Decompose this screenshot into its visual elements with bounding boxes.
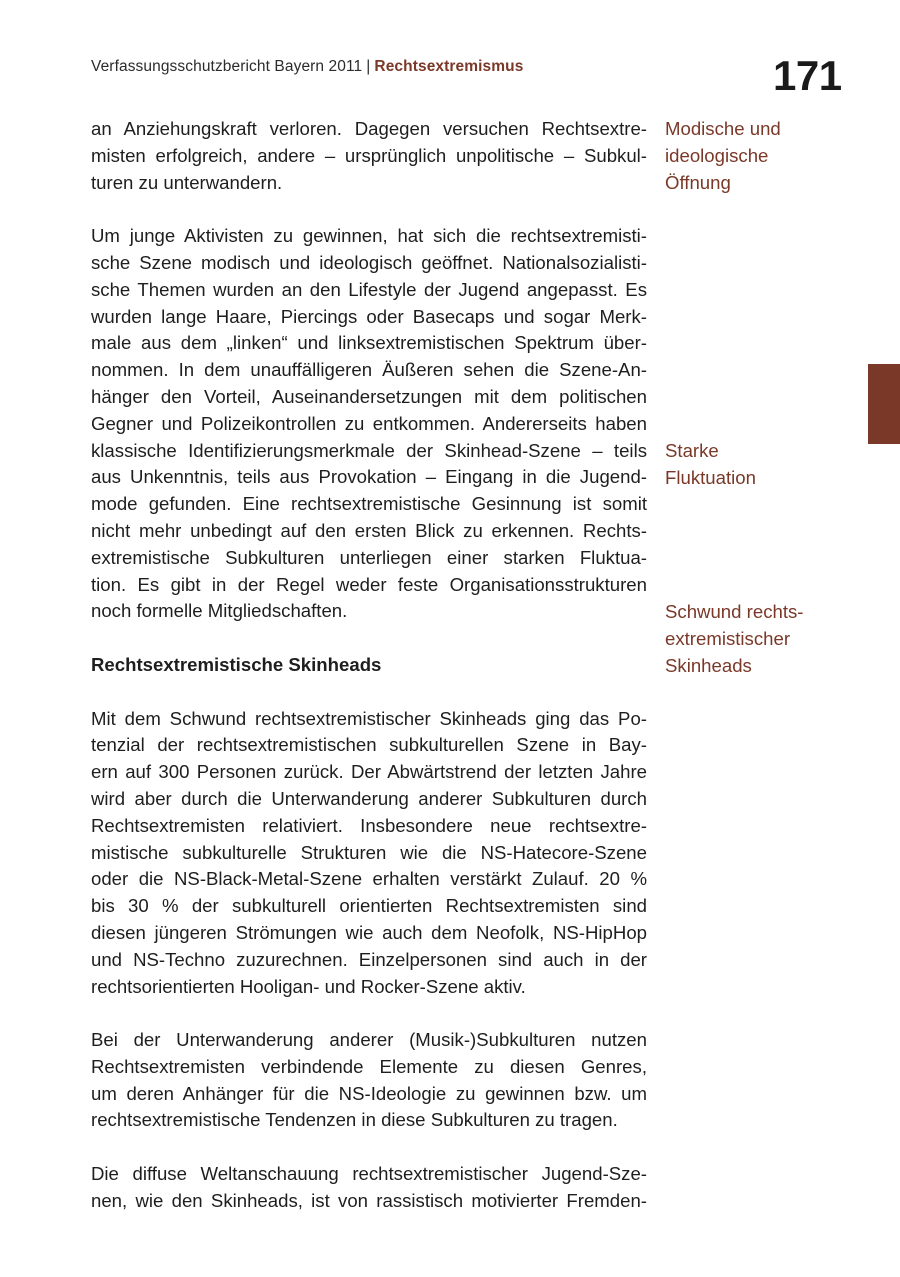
text-line: Rechtsextremisten verbindende Elemente zu diesen Genres, — [91, 1055, 647, 1077]
text-line: bis 30 % der subkulturell orientierten Rechtsextremisten sind — [91, 895, 647, 917]
text-line: und NS-Techno zuzurechnen. Einzelpersonen sind auch in der — [91, 948, 647, 970]
text-line: Gegner und Polizeikontrollen zu entkommen. Andererseits haben — [91, 412, 647, 434]
text-line: wurden lange Haare, Piercings oder Basecaps und sogar Merk- — [91, 305, 647, 327]
text-line: klassische Identifizierungsmerkmale der Skinhead-Szene – teils — [91, 439, 647, 461]
text-line: turen zu unterwandern. — [91, 171, 283, 193]
text-line: um deren Anhänger für die NS-Ideologie zu gewinnen bzw. um — [91, 1082, 647, 1104]
text-line: noch formelle Mitgliedschaften. — [91, 600, 348, 622]
text-line: Die diffuse Weltanschauung rechtsextremistischer Jugend-Sze- — [91, 1163, 647, 1185]
margin-note-line: Skinheads — [665, 654, 752, 676]
margin-note-line: Fluktuation — [665, 466, 756, 488]
margin-note-schwund-skinheads — [665, 599, 865, 679]
publication-title: Verfassungsschutzbericht Bayern 2011 — [91, 58, 363, 75]
text-line: an Anziehungskraft verloren. Dagegen versuchen Rechtsextre- — [91, 118, 647, 139]
text-line: Bei der Unterwanderung anderer (Musik-)Subkulturen nutzen — [91, 1029, 647, 1051]
margin-note-line: ideologische — [665, 144, 769, 166]
text-line: ern auf 300 Personen zurück. Der Abwärtstrend der letzten Jahre — [91, 761, 647, 783]
paragraph — [91, 1027, 647, 1134]
text-line: extremistische Subkulturen unterliegen einer starken Fluktua- — [91, 546, 647, 568]
text-line: Rechtsextremisten relativiert. Insbesondere neue rechtsextre- — [91, 814, 647, 836]
text-line: rechtsextremistische Tendenzen in diese Subkulturen zu tragen. — [91, 1109, 618, 1131]
text-line: nen, wie den Skinheads, ist von rassistisch motivierter Fremden- — [91, 1189, 647, 1211]
text-line: aus Unkenntnis, teils aus Provokation – Eingang in die Jugend- — [91, 466, 647, 488]
text-line: wird aber durch die Unterwanderung anderer Subkulturen durch — [91, 787, 647, 809]
paragraph — [91, 706, 647, 1001]
text-line: hänger den Vorteil, Auseinandersetzungen mit dem politischen — [91, 385, 647, 407]
chapter-tab-marker — [868, 364, 900, 444]
text-line: nicht mehr unbedingt auf den ersten Blick zu erkennen. Rechts- — [91, 519, 647, 541]
text-line: mistische subkulturelle Strukturen wie die NS-Hatecore-Szene — [91, 841, 647, 863]
margin-note-line: Modische und — [665, 118, 781, 139]
running-header — [91, 58, 523, 76]
paragraph — [91, 1161, 647, 1215]
section-title: Rechtsextremismus — [374, 58, 524, 75]
text-line: rechtsorientierten Hooligan- und Rocker-Szene aktiv. — [91, 975, 526, 997]
text-line: tion. Es gibt in der Regel weder feste Organisationsstrukturen — [91, 573, 647, 595]
text-line: mode gefunden. Eine rechtsextremistische Gesinnung ist somit — [91, 493, 647, 515]
section-heading: Rechtsextremistische Skinheads — [91, 653, 382, 675]
text-line: tenzial der rechtsextremistischen subkulturellen Szene in Bay- — [91, 734, 647, 756]
text-line: misten erfolgreich, andere – ursprünglich unpolitische – Subkul- — [91, 144, 647, 166]
margin-note-starke-fluktuation — [665, 438, 865, 492]
margin-note-line: Öffnung — [665, 171, 731, 193]
margin-note-line: extremistischer — [665, 627, 791, 649]
text-line: Mit dem Schwund rechtsextremistischer Skinheads ging das Po- — [91, 707, 647, 729]
text-line: oder die NS-Black-Metal-Szene erhalten verstärkt Zulauf. 20 % — [91, 868, 647, 890]
text-line: male aus dem „linken“ und linksextremistischen Spektrum über- — [91, 332, 647, 354]
text-line: sche Themen wurden an den Lifestyle der Jugend angepasst. Es — [91, 278, 647, 300]
text-line: nommen. In dem unauffälligeren Äußeren sehen die Szene-An- — [91, 359, 647, 381]
margin-note-line: Schwund rechts- — [665, 601, 804, 622]
body-text — [91, 116, 647, 1215]
page-number: 171 — [773, 52, 842, 99]
margin-note-modische-oeffnung — [665, 116, 865, 196]
header-separator: | — [366, 58, 371, 75]
paragraph — [91, 116, 647, 196]
text-line: Um junge Aktivisten zu gewinnen, hat sich die rechtsextremisti- — [91, 225, 647, 247]
text-line: diesen jüngeren Strömungen wie auch dem Neofolk, NS-HipHop — [91, 921, 647, 943]
text-line: sche Szene modisch und ideologisch geöffnet. Nationalsozialisti- — [91, 251, 647, 273]
paragraph — [91, 223, 647, 625]
margin-note-line: Starke — [665, 440, 719, 461]
